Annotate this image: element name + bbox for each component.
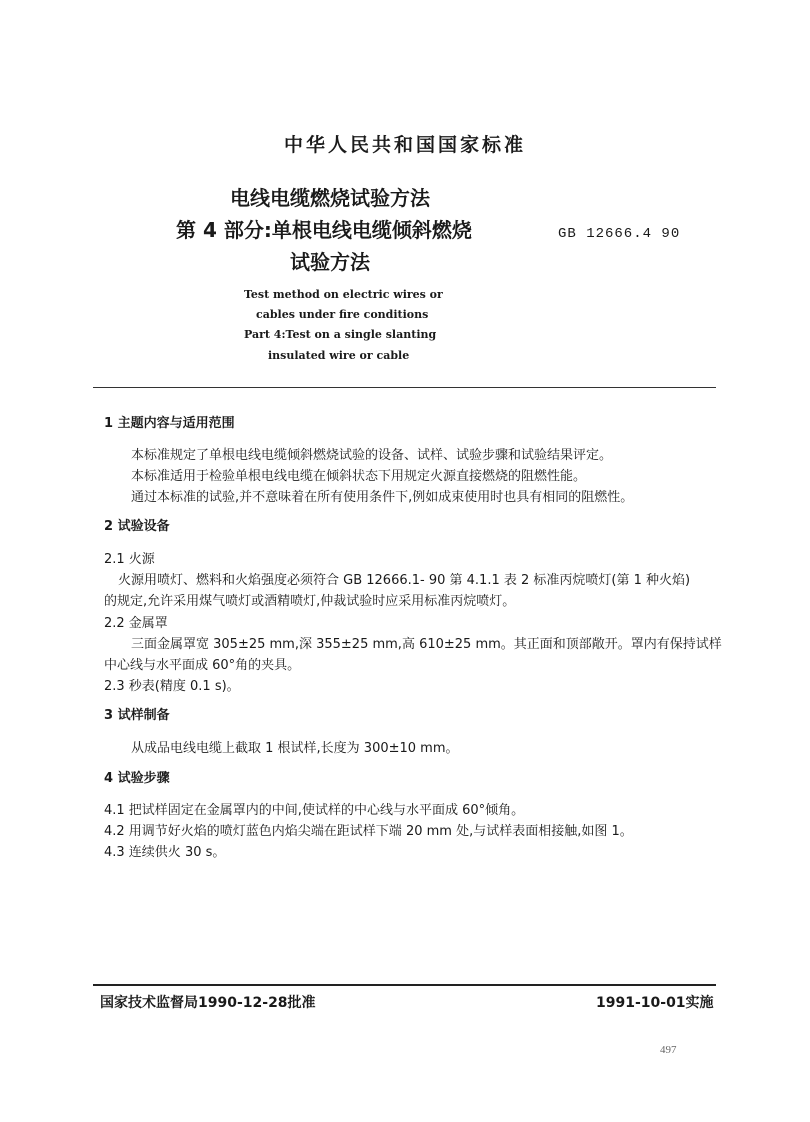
section-4-heading: 4 试验步骤 bbox=[104, 771, 170, 786]
footer-rule bbox=[93, 984, 716, 986]
item-4-2: 4.2 用调节好火焰的喷灯蓝色内焰尖端在距试样下端 20 mm 处,与试样表面相接触,如图 1。 bbox=[104, 824, 633, 839]
title-cn-line1: 电线电缆燃烧试验方法 bbox=[230, 186, 430, 210]
national-standard-heading: 中华人民共和国国家标准 bbox=[283, 134, 526, 156]
section-3-paragraph-1: 从成品电线电缆上截取 1 根试样,长度为 300±10 mm。 bbox=[131, 741, 459, 756]
title-cn-line3: 试验方法 bbox=[290, 250, 370, 274]
item-2-1-text-line1: 火源用喷灯、燃料和火焰强度必须符合 GB 12666.1- 90 第 4.1.1 表 2 标准丙烷喷灯(第 1 种火焰) bbox=[118, 573, 691, 588]
section-1-paragraph-1: 本标准规定了单根电线电缆倾斜燃烧试验的设备、试样、试验步骤和试验结果评定。 bbox=[131, 448, 613, 463]
item-4-1: 4.1 把试样固定在金属罩内的中间,使试样的中心线与水平面成 60°倾角。 bbox=[104, 803, 525, 818]
section-2-heading: 2 试验设备 bbox=[104, 519, 170, 534]
item-2-2-text-line1: 三面金属罩宽 305±25 mm,深 355±25 mm,高 610±25 mm。其正面和顶部敞开。罩内有保持试样 bbox=[131, 637, 722, 652]
item-2-3: 2.3 秒表(精度 0.1 s)。 bbox=[104, 679, 240, 694]
title-cn-line2: 第 4 部分:单根电线电缆倾斜燃烧 bbox=[176, 218, 472, 242]
item-2-2-title: 2.2 金属罩 bbox=[104, 616, 168, 631]
item-2-2-text-line2: 中心线与水平面成 60°角的夹具。 bbox=[104, 658, 301, 673]
header-rule bbox=[93, 387, 716, 388]
approval-note: 国家技术监督局1990-12-28批准 bbox=[100, 995, 316, 1011]
section-1-paragraph-3: 通过本标准的试验,并不意味着在所有使用条件下,例如成束使用时也具有相同的阻燃性。 bbox=[131, 490, 634, 505]
item-2-1-title: 2.1 火源 bbox=[104, 552, 155, 567]
standard-code: GB 12666.4 90 bbox=[558, 226, 681, 242]
title-en-line4: insulated wire or cable bbox=[268, 349, 410, 362]
page-number: 497 bbox=[660, 1044, 677, 1056]
title-en-line3: Part 4:Test on a single slanting bbox=[244, 328, 437, 341]
item-4-3: 4.3 连续供火 30 s。 bbox=[104, 845, 226, 860]
effective-date: 1991-10-01实施 bbox=[596, 995, 714, 1011]
item-2-1-text-line2: 的规定,允许采用煤气喷灯或酒精喷灯,仲裁试验时应采用标准丙烷喷灯。 bbox=[104, 594, 516, 609]
section-3-heading: 3 试样制备 bbox=[104, 708, 170, 723]
section-1-heading: 1 主题内容与适用范围 bbox=[104, 416, 235, 431]
section-1-paragraph-2: 本标准适用于检验单根电线电缆在倾斜状态下用规定火源直接燃烧的阻燃性能。 bbox=[131, 469, 587, 484]
title-en-line2: cables under fire conditions bbox=[256, 308, 429, 321]
title-en-line1: Test method on electric wires or bbox=[244, 288, 443, 301]
